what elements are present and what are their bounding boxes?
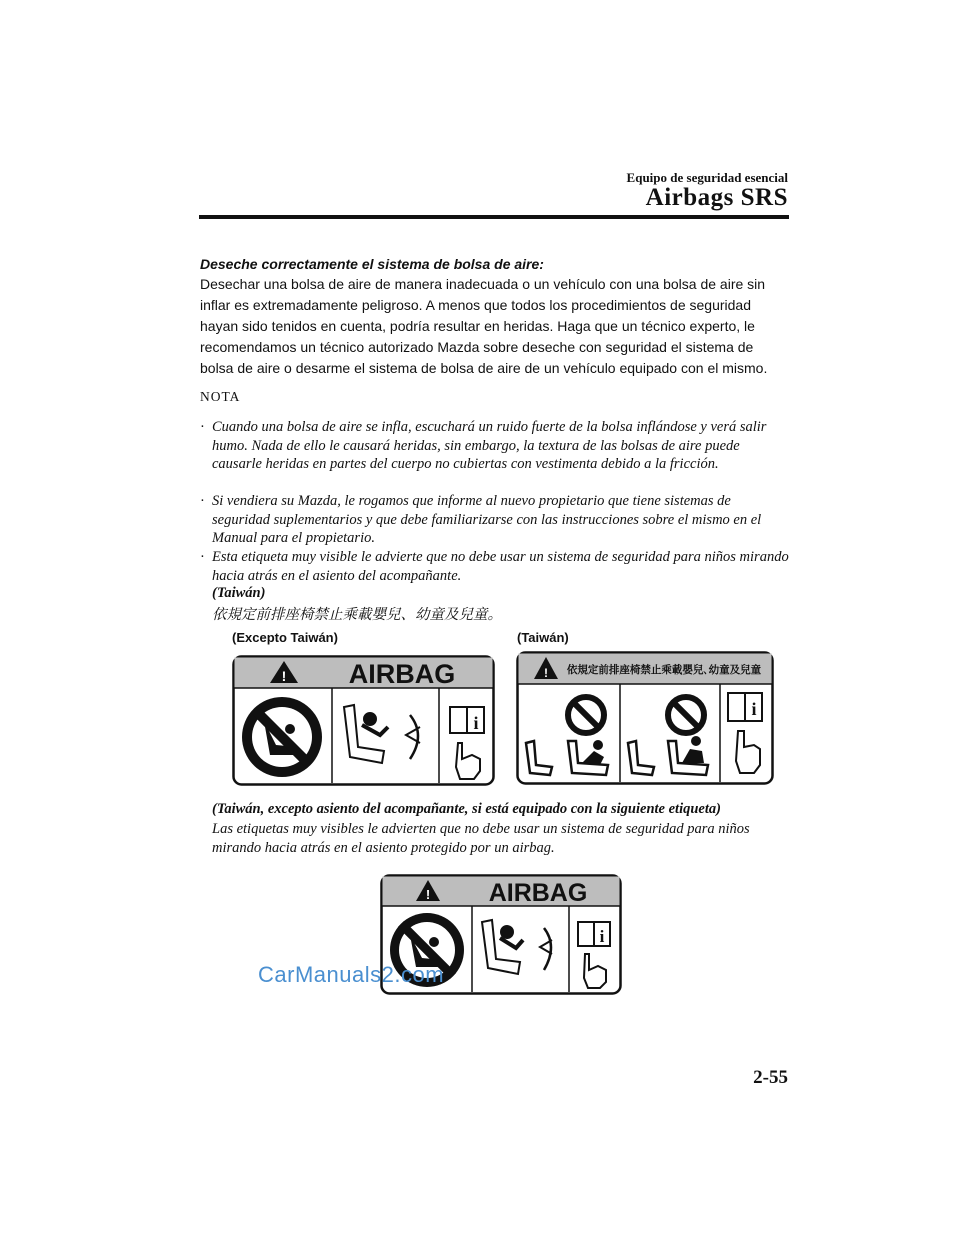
page-title: Airbags SRS bbox=[645, 184, 788, 211]
warning-mark: ! bbox=[544, 666, 548, 680]
bullet-dot: · bbox=[200, 493, 205, 509]
second-body: Las etiquetas muy visibles le advierten que no debe usar un sistema de seguridad para niños mirando hacia atrás en el asiento protegido por un airbag. bbox=[212, 821, 750, 856]
warning-body: Desechar una bolsa de aire de manera inadecuada o un vehículo con una bolsa de aire sin inflar es extremadamente peligroso. A menos que todos los procedimientos de seguridad hayan sido tenidos en cuenta, podría resultar en heridas. Haga que un técnico experto, le recomendamos un técnico autorizado Mazda sobre deseche con seguridad el sistema de bolsa de aire o desarme el sistema de bolsa de aire de un vehículo equipado con el mismo. bbox=[200, 276, 768, 376]
airbag-warning-label bbox=[232, 655, 495, 786]
caption-except-taiwan: (Excepto Taiwán) bbox=[232, 630, 338, 645]
bullet-dot: · bbox=[200, 419, 205, 435]
taiwan-text: 依規定前排座椅禁止乘載嬰兒、幼童及兒童。 bbox=[212, 607, 502, 623]
page-number: 2-55 bbox=[753, 1067, 788, 1088]
bullet-text: Cuando una bolsa de aire se infla, escuchará un ruido fuerte de la bolsa inflándose y verá salir humo. Nada de ello le causará heridas, sin embargo, la textura de las bolsas de aire puede causarle heridas en partes del cuerpo no cubiertas con vestimenta debido a la fricción. bbox=[212, 419, 767, 472]
header-rule bbox=[199, 215, 789, 219]
nota-bullet bbox=[200, 548, 790, 585]
watermark: CarManuals2.com bbox=[258, 962, 445, 987]
manual-book-icon bbox=[728, 693, 762, 721]
nota-bullet bbox=[200, 492, 790, 548]
taiwan-label: (Taiwán) bbox=[212, 585, 266, 601]
bullet-dot: · bbox=[200, 549, 205, 565]
nota-label: NOTA bbox=[200, 389, 241, 404]
bullet-text: Esta etiqueta muy visible le advierte que no debe usar un sistema de seguridad para niños mirando hacia atrás en el asiento del acompañante. bbox=[212, 549, 789, 584]
nota-bullet bbox=[200, 418, 790, 474]
warning-mark: ! bbox=[425, 887, 431, 902]
taiwan-banner-text: 依規定前排座椅禁止乘載嬰兒､幼童及兒童 bbox=[566, 664, 762, 676]
second-caption: (Taiwán, excepto asiento del acompañante, si está equipado con la siguiente etiqueta) bbox=[212, 801, 721, 817]
bullet-text: Si vendiera su Mazda, le rogamos que informe al nuevo propietario que tiene sistemas de seguridad suplementarios y que debe familiarizarse con las instrucciones sobre el mismo en el Manual para el propietario. bbox=[212, 493, 762, 546]
manual-book-icon bbox=[450, 707, 484, 733]
info-letter: i bbox=[599, 927, 605, 946]
taiwan-airbag-label bbox=[516, 651, 774, 785]
airbag-word: AIRBAG bbox=[488, 879, 588, 907]
info-letter: i bbox=[473, 713, 479, 733]
warning-heading: Deseche correctamente el sistema de bolsa de aire: bbox=[200, 256, 544, 272]
manual-book-icon bbox=[578, 922, 610, 946]
warning-mark: ! bbox=[281, 668, 287, 684]
prohibited-child-seat-icon bbox=[242, 697, 322, 777]
caption-taiwan: (Taiwán) bbox=[517, 630, 569, 645]
info-letter: i bbox=[751, 699, 757, 719]
section-name: Equipo de seguridad esencial bbox=[626, 170, 788, 185]
airbag-word: AIRBAG bbox=[348, 659, 456, 689]
